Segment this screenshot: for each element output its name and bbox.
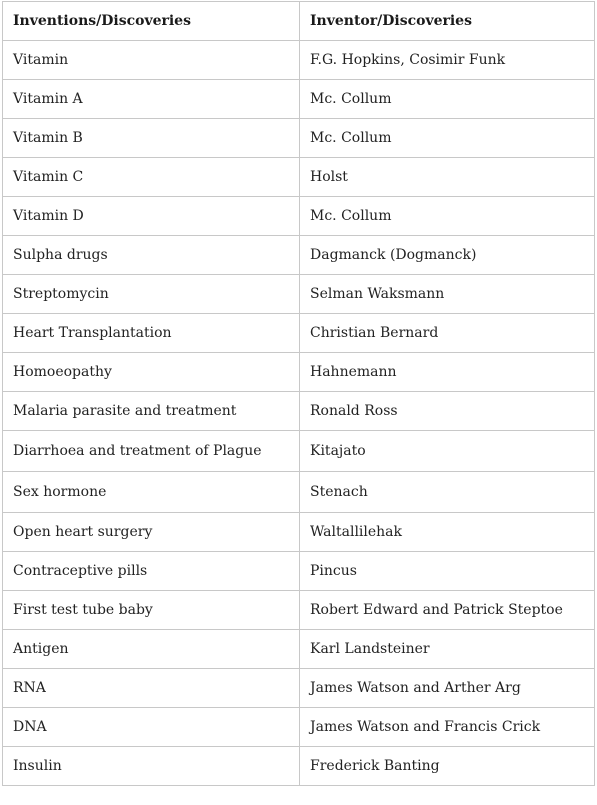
inventor-cell: Kitajato <box>300 431 595 472</box>
inventor-cell: Christian Bernard <box>300 314 595 353</box>
table-row <box>3 41 595 80</box>
invention-cell: Diarrhoea and treatment of Plague <box>3 431 300 472</box>
table-row <box>3 513 595 552</box>
inventor-cell: Ronald Ross <box>300 392 595 431</box>
inventions-table <box>2 1 595 786</box>
inventor-cell: Mc. Collum <box>300 119 595 158</box>
inventor-cell: Robert Edward and Patrick Steptoe <box>300 591 595 630</box>
invention-cell: Open heart surgery <box>3 513 300 552</box>
table-row <box>3 119 595 158</box>
table-row <box>3 275 595 314</box>
table-row <box>3 392 595 431</box>
table-row <box>3 431 595 472</box>
header-inventions: Inventions/Discoveries <box>3 2 300 41</box>
invention-cell: Sex hormone <box>3 472 300 513</box>
header-inventor: Inventor/Discoveries <box>300 2 595 41</box>
invention-cell: Vitamin C <box>3 158 300 197</box>
inventor-cell: Mc. Collum <box>300 197 595 236</box>
table-row <box>3 236 595 275</box>
invention-cell: Streptomycin <box>3 275 300 314</box>
inventor-cell: Waltallilehak <box>300 513 595 552</box>
inventor-cell: Holst <box>300 158 595 197</box>
inventor-cell: James Watson and Francis Crick <box>300 708 595 747</box>
table-row <box>3 80 595 119</box>
invention-cell: RNA <box>3 669 300 708</box>
table-row <box>3 314 595 353</box>
invention-cell: Contraceptive pills <box>3 552 300 591</box>
table-row <box>3 669 595 708</box>
table-row <box>3 197 595 236</box>
inventor-cell: F.G. Hopkins, Cosimir Funk <box>300 41 595 80</box>
table-body <box>3 41 595 786</box>
invention-cell: Vitamin D <box>3 197 300 236</box>
invention-cell: Vitamin A <box>3 80 300 119</box>
invention-cell: Sulpha drugs <box>3 236 300 275</box>
table-row <box>3 552 595 591</box>
invention-cell: Vitamin <box>3 41 300 80</box>
table-row <box>3 158 595 197</box>
inventor-cell: Dagmanck (Dogmanck) <box>300 236 595 275</box>
table-row <box>3 591 595 630</box>
invention-cell: DNA <box>3 708 300 747</box>
table-row <box>3 472 595 513</box>
invention-cell: Homoeopathy <box>3 353 300 392</box>
table-row <box>3 630 595 669</box>
table-header-row <box>3 2 595 41</box>
table-row <box>3 353 595 392</box>
invention-cell: First test tube baby <box>3 591 300 630</box>
table-row <box>3 747 595 786</box>
invention-cell: Vitamin B <box>3 119 300 158</box>
inventor-cell: Frederick Banting <box>300 747 595 786</box>
inventor-cell: Pincus <box>300 552 595 591</box>
invention-cell: Antigen <box>3 630 300 669</box>
inventor-cell: Hahnemann <box>300 353 595 392</box>
table-row <box>3 708 595 747</box>
invention-cell: Heart Transplantation <box>3 314 300 353</box>
inventor-cell: Karl Landsteiner <box>300 630 595 669</box>
inventor-cell: Mc. Collum <box>300 80 595 119</box>
inventor-cell: Selman Waksmann <box>300 275 595 314</box>
invention-cell: Insulin <box>3 747 300 786</box>
inventor-cell: Stenach <box>300 472 595 513</box>
invention-cell: Malaria parasite and treatment <box>3 392 300 431</box>
inventor-cell: James Watson and Arther Arg <box>300 669 595 708</box>
